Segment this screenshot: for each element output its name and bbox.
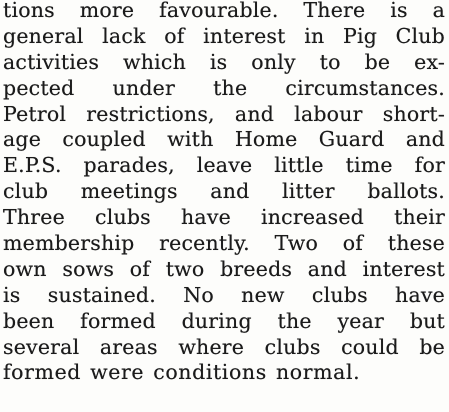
- text-line: club meetings and litter ballots.: [3, 179, 445, 204]
- article-paragraph: [3, 0, 445, 386]
- text-line: own sows of two breeds and interest: [3, 256, 445, 281]
- text-line: several areas where clubs could be: [3, 334, 445, 359]
- text-line: Petrol restrictions, and labour short-: [3, 101, 445, 126]
- text-line: activities which is only to be ex-: [3, 49, 445, 74]
- text-line: membership recently. Two of these: [3, 231, 445, 256]
- text-line: Three clubs have increased their: [3, 205, 445, 230]
- text-line: E.P.S. parades, leave little time for: [3, 153, 445, 178]
- text-line: is sustained. No new clubs have: [3, 282, 445, 307]
- text-line-last: formed were conditions normal.: [3, 360, 361, 385]
- text-line: age coupled with Home Guard and: [3, 127, 445, 152]
- text-line: tions more favourable. There is a: [3, 0, 445, 22]
- text-line: pected under the circumstances.: [3, 75, 445, 100]
- text-line: general lack of interest in Pig Club: [3, 23, 445, 48]
- text-line: been formed during the year but: [3, 308, 445, 333]
